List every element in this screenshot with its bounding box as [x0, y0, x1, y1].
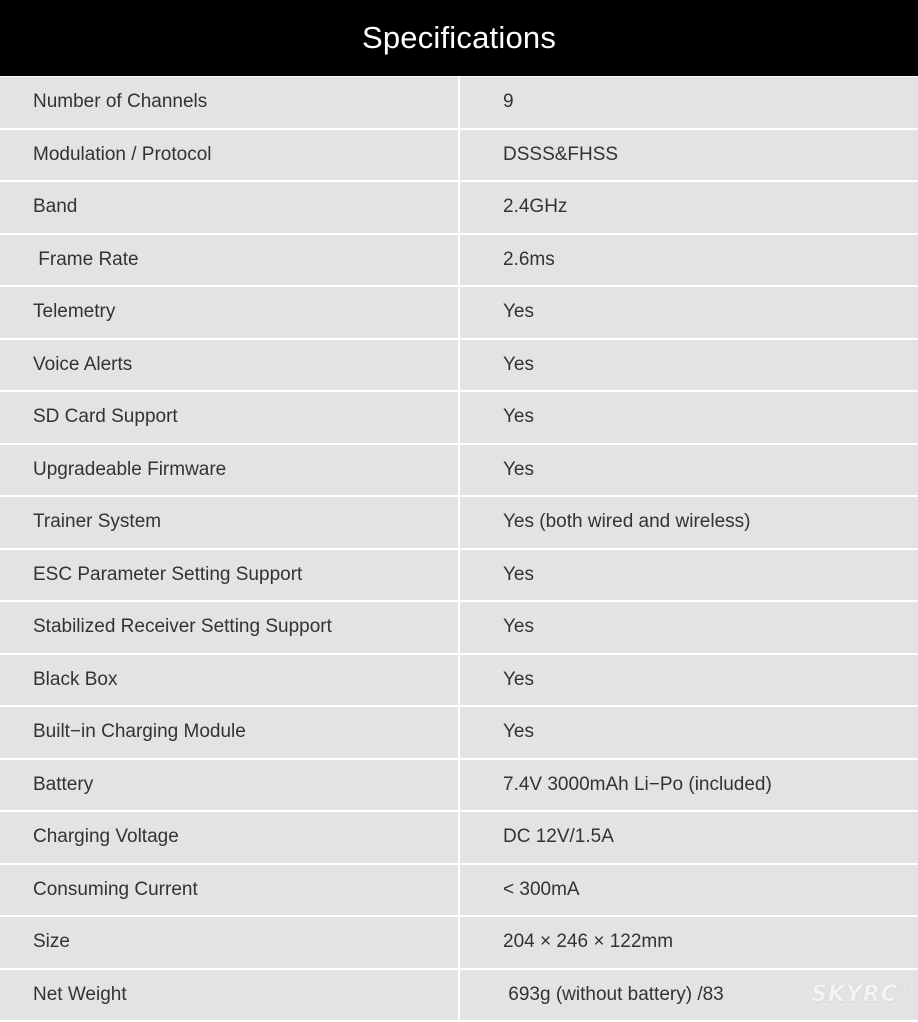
table-row	[0, 970, 918, 1021]
spec-label: Black Box	[33, 668, 118, 690]
table-row	[0, 602, 918, 653]
spec-label: Consuming Current	[33, 878, 198, 900]
spec-label: Stabilized Receiver Setting Support	[33, 616, 332, 638]
spec-value: DSSS&FHSS	[503, 143, 619, 165]
registered-mark: ®	[898, 982, 910, 996]
spec-value: 204 × 246 × 122mm	[503, 931, 674, 953]
table-row	[0, 917, 918, 968]
spec-label: Battery	[33, 773, 94, 795]
table-row	[0, 77, 918, 128]
table-row	[0, 182, 918, 233]
table-row	[0, 550, 918, 601]
spec-label: ESC Parameter Setting Support	[33, 563, 303, 585]
spec-label: Number of Channels	[33, 91, 208, 113]
spec-value: < 300mA	[503, 878, 580, 900]
spec-value: Yes	[503, 668, 534, 690]
watermark-logo: SKYRC	[811, 982, 898, 1007]
table-row	[0, 707, 918, 758]
table-row	[0, 865, 918, 916]
spec-label: Charging Voltage	[33, 826, 179, 848]
spec-label: Band	[33, 196, 78, 218]
spec-value: DC 12V/1.5A	[503, 826, 614, 848]
spec-label: Net Weight	[33, 983, 127, 1005]
spec-label: Trainer System	[33, 511, 162, 533]
spec-value: Yes	[503, 353, 534, 375]
table-row	[0, 760, 918, 811]
table-row	[0, 392, 918, 443]
spec-label: Frame Rate	[33, 248, 139, 270]
table-row	[0, 812, 918, 863]
spec-label: Size	[33, 931, 70, 953]
spec-value: Yes (both wired and wireless)	[503, 511, 751, 533]
page-title: Specifications	[361, 20, 557, 55]
spec-value: Yes	[503, 616, 534, 638]
spec-value: Yes	[503, 458, 534, 480]
spec-label: Telemetry	[33, 301, 116, 323]
header-bar	[0, 0, 918, 76]
spec-label: Built−in Charging Module	[33, 721, 246, 743]
spec-label: SD Card Support	[33, 406, 178, 428]
spec-value: 2.4GHz	[503, 196, 568, 218]
table-row	[0, 130, 918, 181]
spec-value: Yes	[503, 563, 534, 585]
spec-table	[0, 77, 918, 1022]
table-row	[0, 287, 918, 338]
table-row	[0, 497, 918, 548]
table-row	[0, 655, 918, 706]
spec-value: 2.6ms	[503, 248, 555, 270]
table-row	[0, 340, 918, 391]
spec-value: Yes	[503, 721, 534, 743]
table-row	[0, 235, 918, 286]
brand-watermark	[811, 982, 910, 1007]
spec-label: Voice Alerts	[33, 353, 133, 375]
spec-value: Yes	[503, 301, 534, 323]
spec-label: Upgradeable Firmware	[33, 458, 227, 480]
spec-value: 7.4V 3000mAh Li−Po (included)	[503, 773, 772, 795]
spec-value: Yes	[503, 406, 534, 428]
spec-label: Modulation / Protocol	[33, 143, 212, 165]
spec-value: 9	[503, 91, 514, 113]
table-row	[0, 445, 918, 496]
spec-value: 693g (without battery) /83	[503, 983, 724, 1005]
